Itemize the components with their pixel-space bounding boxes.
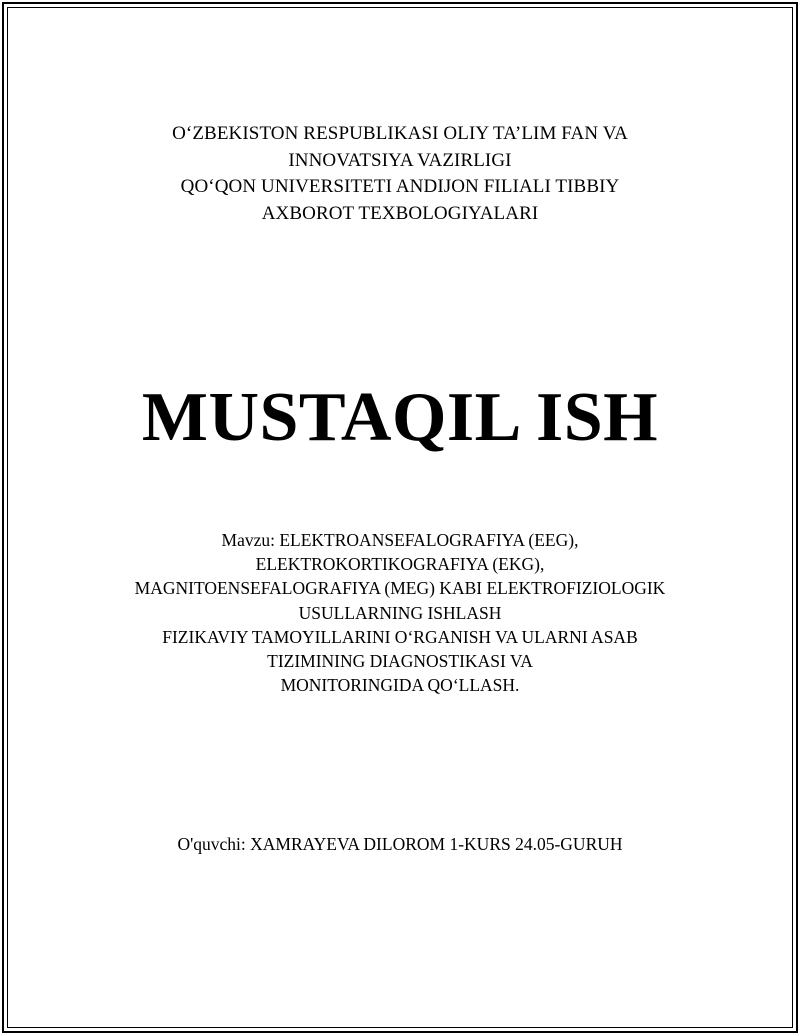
header-line: QO‘QON UNIVERSITETI ANDIJON FILIALI TIBBIY [180, 176, 620, 197]
ministry-header [0, 121, 800, 227]
topic-line: ELEKTROKORTIKOGRAFIYA (EKG), [255, 554, 545, 575]
student-info: O'quvchi: XAMRAYEVA DILOROM 1-KURS 24.05-GURUH [177, 834, 623, 854]
header-line: O‘ZBEKISTON RESPUBLIKASI OLIY TA’LIM FAN VA [172, 123, 628, 144]
header-line: AXBOROT TEXBOLOGIYALARI [261, 202, 539, 224]
topic-line: FIZIKAVIY TAMOYILLARINI O‘RGANISH VA ULARNI ASAB [162, 626, 638, 647]
topic-line: USULLARNING ISHLASH [298, 602, 502, 623]
header-line: INNOVATSIYA VAZIRLIGI [288, 149, 512, 171]
topic-block [0, 528, 800, 697]
topic-line: MAGNITOENSEFALOGRAFIYA (MEG) KABI ELEKTROFIZIOLOGIK [134, 578, 666, 599]
topic-line: MONITORINGIDA QO‘LLASH. [280, 675, 520, 696]
topic-line: Mavzu: ELEKTROANSEFALOGRAFIYA (EEG), [221, 530, 579, 550]
document-title: MUSTAQIL ISH [141, 379, 659, 456]
topic-line: TIZIMINING DIAGNOSTIKASI VA [267, 651, 533, 672]
